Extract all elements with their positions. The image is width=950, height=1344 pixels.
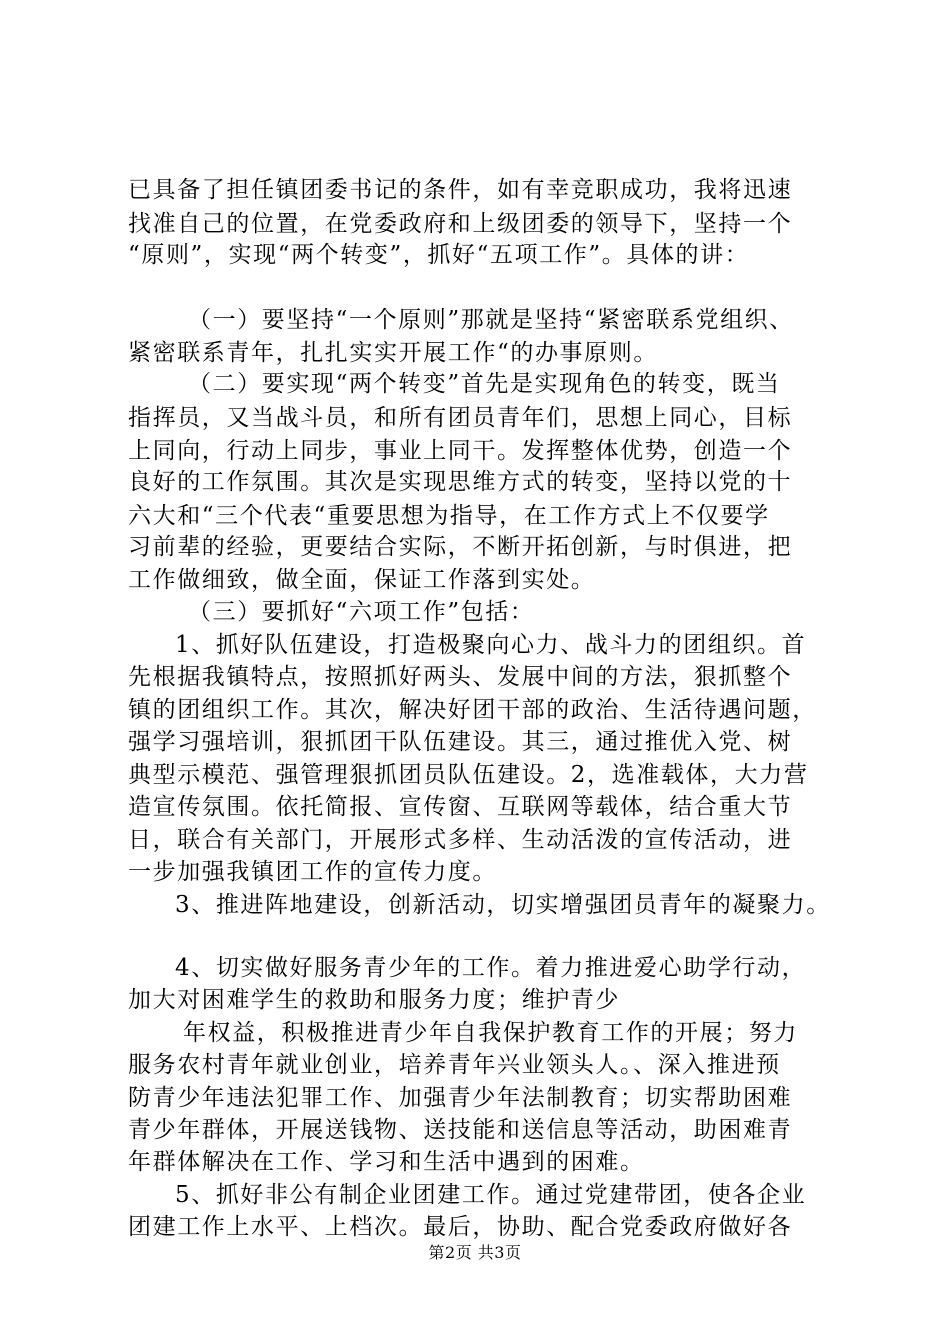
body-line-18: 典型示模范、强管理狠抓团员队伍建设。2，选准载体，大力营 xyxy=(128,762,809,788)
body-line-1: 已具备了担任镇团委书记的条件，如有幸竞职成功，我将迅速 xyxy=(128,177,793,203)
body-line-12: 工作做细致，做全面，保证工作落到实处。 xyxy=(128,567,596,593)
body-line-25: 年权益，积极推进青少年自我保护教育工作的开展；努力 xyxy=(183,1020,798,1046)
body-line-29: 年群体解决在工作、学习和生活中遇到的困难。 xyxy=(128,1149,645,1175)
body-line-5: 紧密联系青年，扎扎实实开展工作“的办事原则。 xyxy=(128,340,658,366)
body-line-9: 良好的工作氛围。其次是实现思维方式的转变，坚持以党的十 xyxy=(128,469,793,495)
body-line-3: “原则”，实现“两个转变”，抓好“五项工作”。具体的讲： xyxy=(128,242,750,268)
body-line-21: 一步加强我镇团工作的宣传力度。 xyxy=(128,859,497,885)
body-line-13: （三）要抓好“六项工作”包括： xyxy=(188,599,535,625)
body-line-17: 强学习强培训，狠抓团干队伍建设。其三，通过推优入党、树 xyxy=(128,729,793,755)
body-line-28: 青少年群体，开展送钱物、送技能和送信息等活动，助困难青 xyxy=(128,1117,793,1143)
body-line-4: （一）要坚持“一个原则”那就是坚持“紧密联系党组织、 xyxy=(188,307,794,333)
body-line-22: 3、推进阵地建设，创新活动，切实增强团员青年的凝聚力。 xyxy=(175,892,831,918)
body-line-8: 上同向，行动上同步，事业上同干。发挥整体优势，创造一个 xyxy=(128,438,793,464)
body-line-10: 六大和“三个代表“重要思想为指导，在工作方式上不仅要学 xyxy=(128,503,770,529)
page-number-footer: 第2页 共3页 xyxy=(428,1243,522,1262)
body-line-20: 日，联合有关部门，开展形式多样、生动活泼的宣传活动，进 xyxy=(128,827,793,853)
body-line-6: （二）要实现“两个转变”首先是实现角色的转变，既当 xyxy=(188,371,781,397)
body-line-23: 4、切实做好服务青少年的工作。着力推进爱心助学行动， xyxy=(175,955,807,981)
body-line-27: 防青少年违法犯罪工作、加强青少年法制教育；切实帮助困难 xyxy=(128,1085,793,1111)
body-line-24: 加大对困难学生的救助和服务力度；维护青少 xyxy=(128,987,620,1013)
body-line-16: 镇的团组织工作。其次，解决好团干部的政治、生活待遇问题， xyxy=(128,697,817,723)
body-line-30: 5、抓好非公有制企业团建工作。通过党建带团，使各企业 xyxy=(175,1182,807,1208)
body-line-2: 找准自己的位置，在党委政府和上级团委的领导下，坚持一个 xyxy=(128,211,793,237)
body-line-19: 造宣传氛围。依托简报、宣传窗、互联网等载体，结合重大节 xyxy=(128,794,793,820)
body-line-26: 服务农村青年就业创业，培养青年兴业领头人。、深入推进预 xyxy=(128,1052,781,1078)
body-line-15: 先根据我镇特点，按照抓好两头、发展中间的方法，狠抓整个 xyxy=(128,664,793,690)
body-line-7: 指挥员，又当战斗员，和所有团员青年们，思想上同心，目标 xyxy=(128,405,793,431)
body-line-11: 习前辈的经验，更要结合实际，不断开拓创新，与时俱进，把 xyxy=(128,534,793,560)
body-line-14: 1、抓好队伍建设，打造极聚向心力、战斗力的团组织。首 xyxy=(175,632,807,658)
body-line-31: 团建工作上水平、上档次。最后，协助、配合党委政府做好各 xyxy=(128,1214,793,1240)
